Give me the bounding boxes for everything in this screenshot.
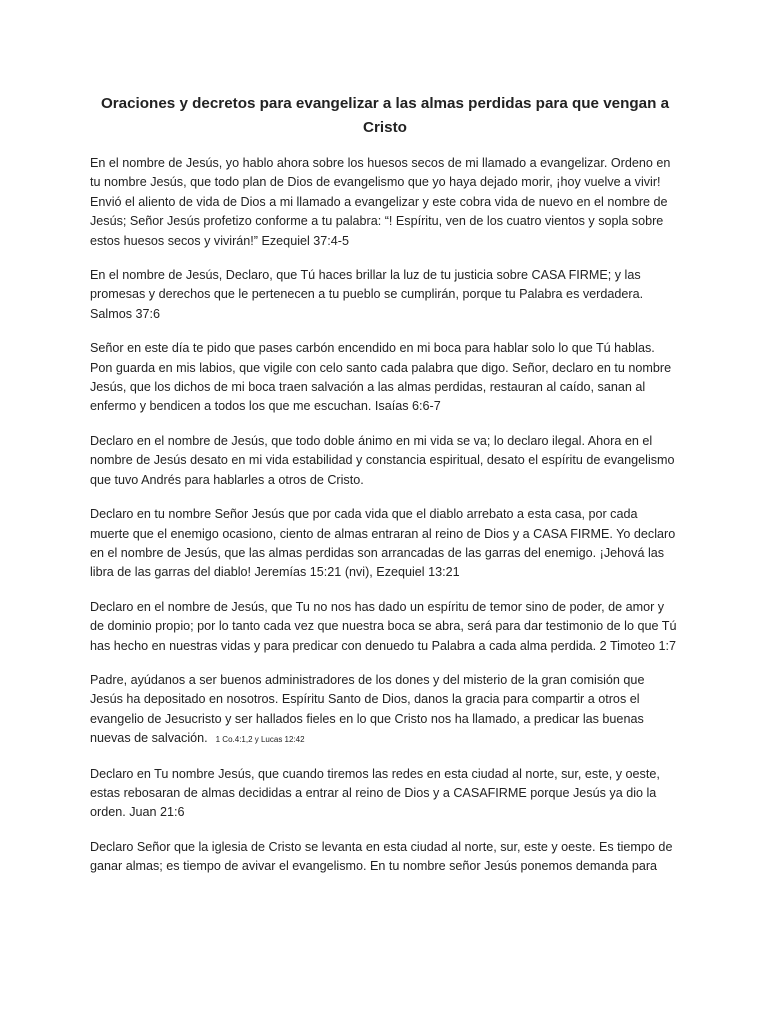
- paragraph-7-text: Padre, ayúdanos a ser buenos administradores de los dones y del misterio de la gran comisión que Jesús ha depositado en nosotros. Espíritu Santo de Dios, danos la gracia para compartir a otros el evangelio de Jesucristo y ser hallados fieles en lo que Cristo nos ha llamado, a predicar las buenas nuevas de salvación.: [90, 672, 645, 746]
- paragraph-6: Declaro en el nombre de Jesús, que Tu no nos has dado un espíritu de temor sino de poder, de amor y de dominio propio; por lo tanto cada vez que nuestra boca se abra, será para dar testimonio de lo que Tú has hecho en nuestras vidas y para predicar con denuedo tu Palabra a cada alma perdida. 2 Timoteo 1:7: [90, 599, 677, 653]
- paragraph-4: Declaro en el nombre de Jesús, que todo doble ánimo en mi vida se va; lo declaro ilegal. Ahora en el nombre de Jesús desato en mi vida estabilidad y constancia espiritual, desato el espíritu de evangelismo que tuvo Andrés para hablarles a otros de Cristo.: [90, 433, 675, 487]
- document-title: Oraciones y decretos para evangelizar a las almas perdidas para que vengan a Cristo: [100, 95, 670, 136]
- paragraph-9: Declaro Señor que la iglesia de Cristo se levanta en esta ciudad al norte, sur, este y oeste. Es tiempo de ganar almas; es tiempo de avivar el evangelismo. En tu nombre señor Jesús ponemos demanda para: [90, 839, 673, 874]
- paragraph-7-reference: 1 Co.4:1,2 y Lucas 12:42: [215, 735, 305, 745]
- paragraph-3: Señor en este día te pido que pases carbón encendido en mi boca para hablar solo lo que Tú hablas. Pon guarda en mis labios, que vigile con celo santo cada palabra que digo. Señor, declaro en tu nombre Jesús, que los dichos de mi boca traen salvación a las almas perdidas, restauran al caído, sanan al enfermo y bendicen a todos los que me escuchan. Isaías 6:6-7: [90, 341, 672, 414]
- paragraph-2: En el nombre de Jesús, Declaro, que Tú haces brillar la luz de tu justicia sobre CASA FIRME; y las promesas y derechos que le pertenecen a tu pueblo se cumplirán, porque tu Palabra es verdadera. Salmos 37:6: [90, 268, 644, 321]
- paragraph-7: [90, 671, 680, 750]
- paragraph-1: En el nombre de Jesús, yo hablo ahora sobre los huesos secos de mi llamado a evangelizar. Ordeno en tu nombre Jesús, que todo plan de Dios de evangelismo que yo haya dejado morir, ¡hoy vuelve a vivir! Envió el aliento de vida de Dios a mi llamado a evangelizar y este cobra vida de nuevo en el nombre de Jesús; Señor Jesús profetizo conforme a tu palabra: “! Espíritu, ven de los cuatro vientos y sopla sobre estos huesos secos y vivirán!” Ezequiel 37:4-5: [90, 156, 671, 248]
- paragraph-8: Declaro en Tu nombre Jesús, que cuando tiremos las redes en esta ciudad al norte, sur, este, y oeste, estas rebosaran de almas decididas a entrar al reino de Dios y a CASAFIRME porque Jesús ya dio la orden. Juan 21:6: [90, 766, 660, 820]
- paragraph-5: Declaro en tu nombre Señor Jesús que por cada vida que el diablo arrebato a esta casa, por cada muerte que el enemigo ocasiono, ciento de almas entraran al reino de Dios y a CASA FIRME. Yo declaro en el nombre de Jesús, que las almas perdidas son arrancadas de las garras del enemigo. ¡Jehová las libra de las garras del diablo! Jeremías 15:21 (nvi), Ezequiel 13:21: [90, 507, 676, 580]
